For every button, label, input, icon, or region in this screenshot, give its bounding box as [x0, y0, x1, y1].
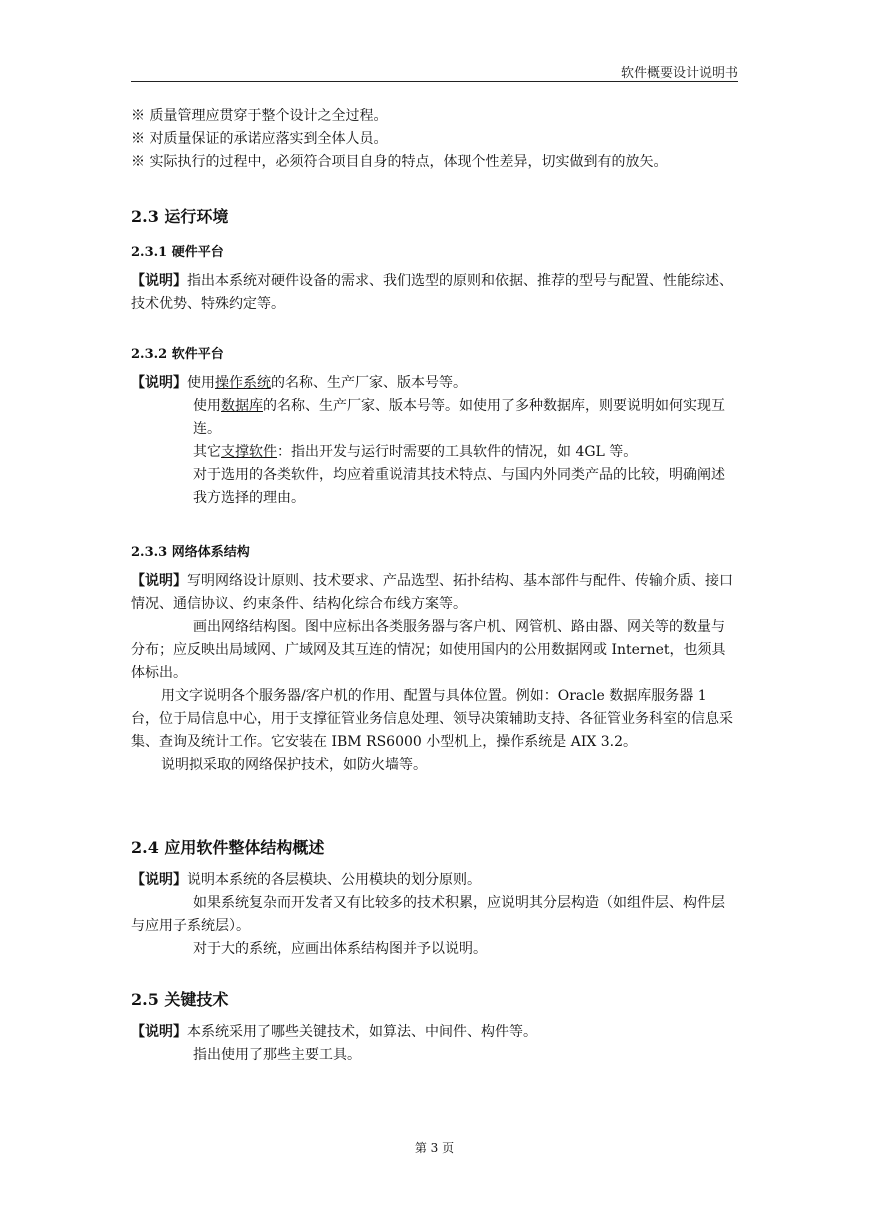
paragraph-text: 的名称、生产厂家、版本号等。如使用了多种数据库，则要说明如何实现互连。	[193, 398, 725, 437]
heading-2-3-1: 2.3.1 硬件平台	[131, 245, 224, 260]
heading-2-3-3: 2.3.3 网络体系结构	[131, 545, 250, 560]
paragraph: 指出使用了那些主要工具。	[193, 1047, 361, 1063]
heading-2-3: 2.3 运行环境	[131, 207, 229, 226]
header-rule	[131, 81, 738, 82]
heading-2-5: 2.5 关键技术	[131, 990, 229, 1009]
paragraph	[131, 869, 738, 892]
paragraph-text: 说明本系统的各层模块、公用模块的划分原则。	[187, 872, 481, 888]
paragraph	[131, 395, 738, 441]
underlined-term: 操作系统	[215, 375, 271, 391]
note-label: 【说明】	[131, 573, 187, 589]
heading-2-4: 2.4 应用软件整体结构概述	[131, 838, 325, 857]
note-label: 【说明】	[131, 1024, 187, 1040]
paragraph-text: 其它	[193, 444, 221, 460]
bullet-item: ※ 实际执行的过程中，必须符合项目自身的特点，体现个性差异，切实做到有的放矢。	[131, 154, 668, 170]
paragraph	[131, 1021, 738, 1044]
paragraph-text: 写明网络设计原则、技术要求、产品选型、拓扑结构、基本部件与配件、传输介质、接口情况、通信协议、约束条件、结构化综合布线方案等。	[131, 573, 733, 612]
document-body	[131, 105, 738, 1067]
note-label: 【说明】	[131, 375, 187, 391]
paragraph-text: 指出本系统对硬件设备的需求、我们选型的原则和依据、推荐的型号与配置、性能综述、技术优势、特殊约定等。	[131, 273, 733, 312]
paragraph-text: 使用	[193, 398, 221, 414]
note-label: 【说明】	[131, 273, 187, 289]
paragraph	[131, 570, 738, 616]
paragraph-text: 使用	[187, 375, 215, 391]
paragraph: 对于选用的各类软件，均应着重说清其技术特点、与国内外同类产品的比较，明确阐述我方选择的理由。	[193, 467, 725, 506]
paragraph: 对于大的系统，应画出体系结构图并予以说明。	[193, 941, 487, 957]
paragraph: 说明拟采取的网络保护技术，如防火墙等。	[161, 757, 427, 773]
paragraph-text: ：指出开发与运行时需要的工具软件的情况，如 4GL 等。	[277, 444, 638, 460]
paragraph-text: 本系统采用了哪些关键技术，如算法、中间件、构件等。	[187, 1024, 537, 1040]
paragraph	[131, 441, 738, 464]
header-title: 软件概要设计说明书	[620, 66, 738, 81]
page-number: 第 3 页	[414, 1141, 455, 1155]
paragraph: 画出网络结构图。图中应标出各类服务器与客户机、网管机、路由器、网关等的数量与分布；应反映出局域网、广域网及其互连的情况；如使用国内的公用数据网或 Internet，也须具体标出。	[131, 619, 726, 681]
bullet-item: ※ 对质量保证的承诺应落实到全体人员。	[131, 131, 388, 147]
paragraph	[131, 270, 738, 316]
paragraph: 用文字说明各个服务器/客户机的作用、配置与具体位置。例如：Oracle 数据库服务器 1 台，位于局信息中心，用于支撑征管业务信息处理、领导决策辅助支持、各征管业务科室的信息采集、查询及统计工作。它安装在 IBM RS6000 小型机上，操作系统是 AIX 3.2。	[131, 688, 733, 750]
note-label: 【说明】	[131, 872, 187, 888]
paragraph-text: 的名称、生产厂家、版本号等。	[271, 375, 467, 391]
paragraph	[131, 372, 738, 395]
bullet-item: ※ 质量管理应贯穿于整个设计之全过程。	[131, 108, 388, 124]
underlined-term: 支撑软件	[221, 444, 277, 460]
paragraph: 如果系统复杂而开发者又有比较多的技术积累，应说明其分层构造（如组件层、构件层与应用子系统层）。	[131, 895, 725, 934]
underlined-term: 数据库	[221, 398, 263, 414]
heading-2-3-2: 2.3.2 软件平台	[131, 347, 224, 362]
